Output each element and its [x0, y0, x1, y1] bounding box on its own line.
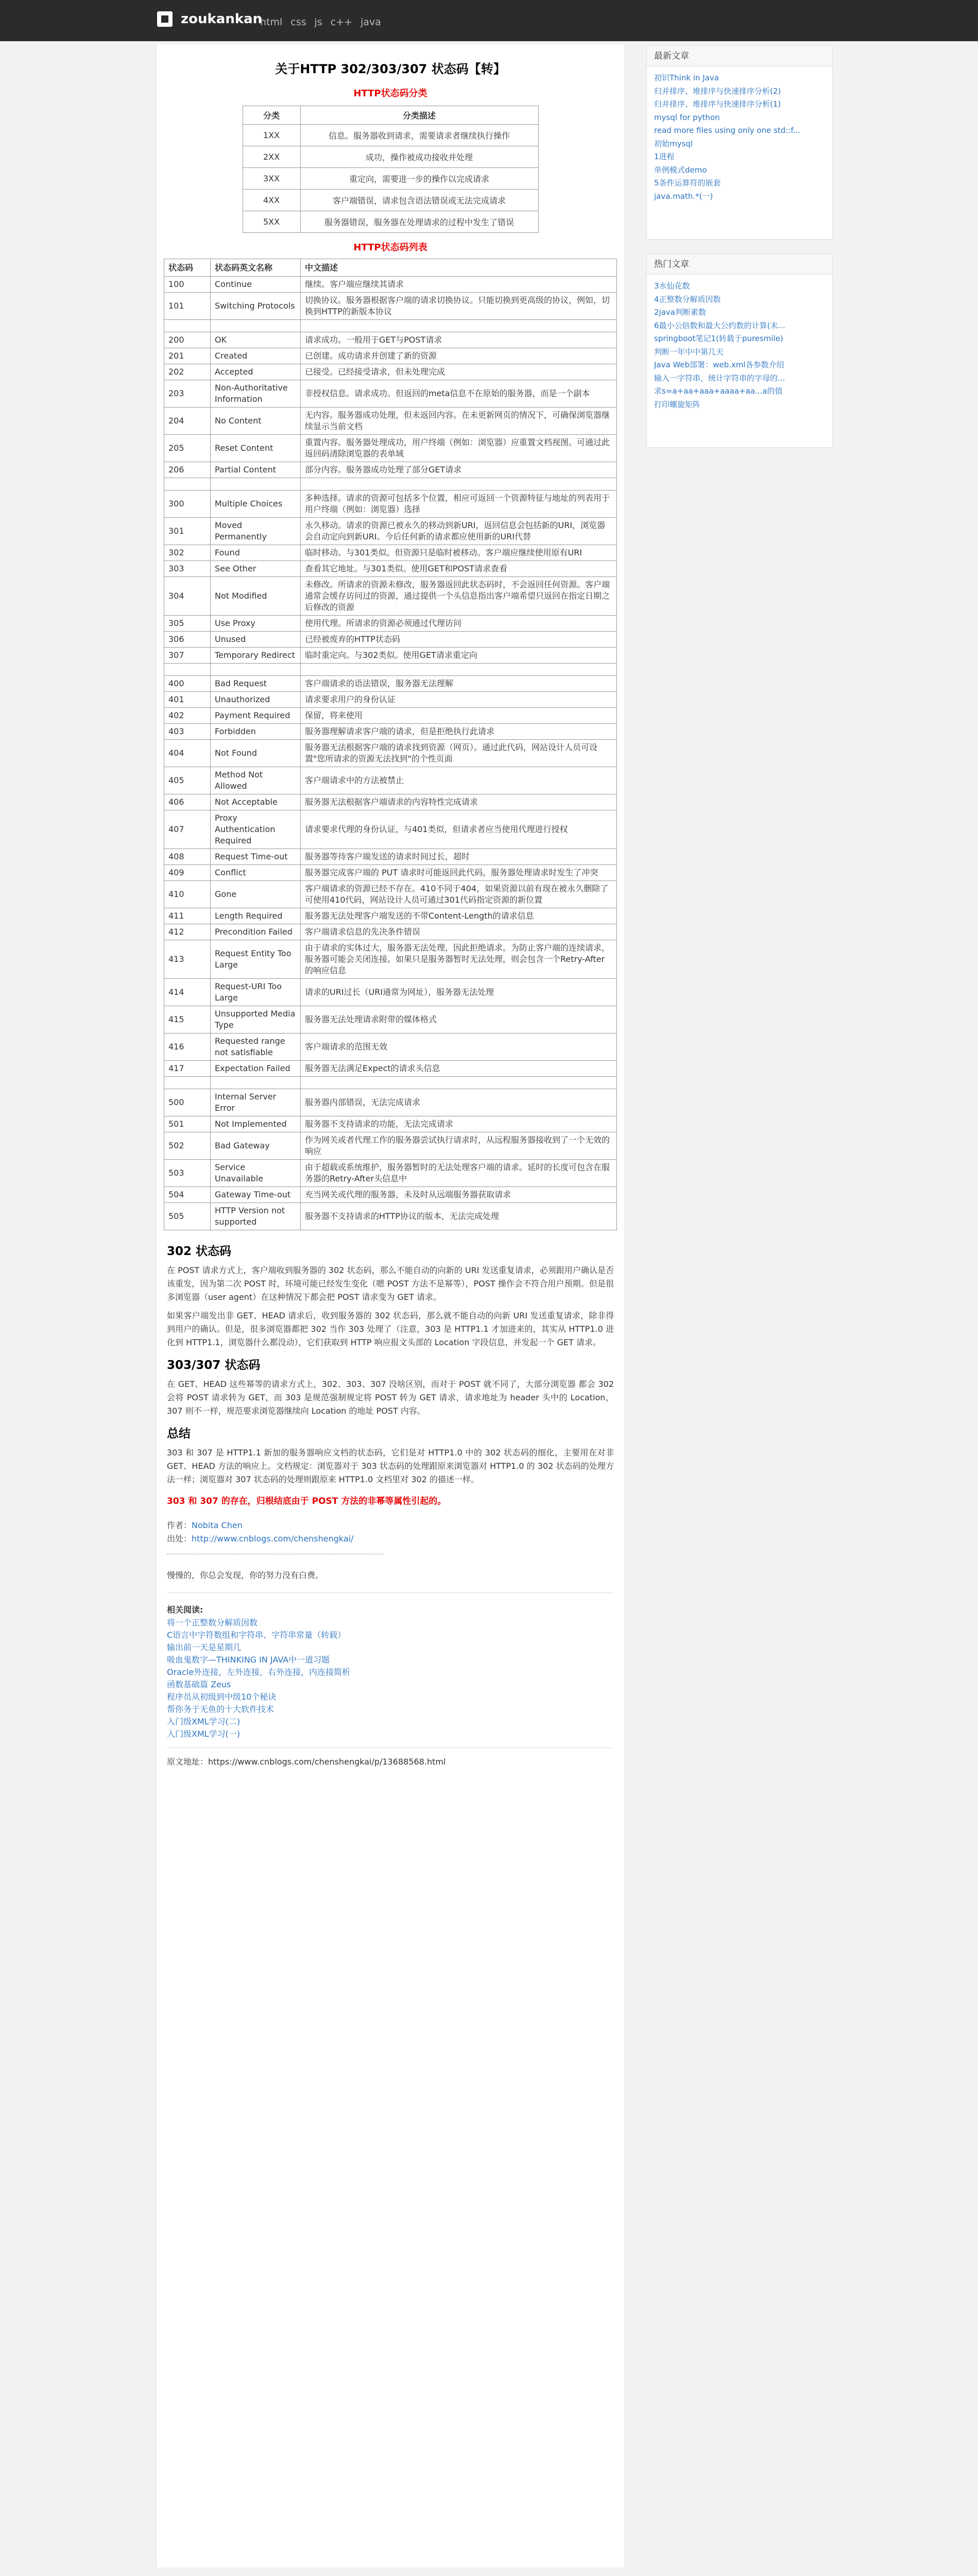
original-url-line: [167, 1755, 614, 1769]
status-description: 请求要求用户的身份认证: [301, 692, 617, 708]
related-list: [157, 1617, 624, 1740]
status-code-row: [164, 1061, 617, 1077]
status-code-row: [164, 462, 617, 478]
status-code: 306: [164, 632, 211, 648]
related-link[interactable]: C语言中字符数组和字符串、字符串常量（转载）: [167, 1630, 346, 1640]
status-description: 服务器不支持请求的HTTP协议的版本，无法完成处理: [301, 1203, 617, 1230]
class-description: 重定向，需要进一步的操作以完成请求: [300, 168, 538, 190]
related-title: 相关阅读:: [167, 1605, 203, 1615]
status-name: Reset Content: [211, 435, 301, 462]
status-description: 部分内容。服务器成功处理了部分GET请求: [301, 462, 617, 478]
status-description: 客户端请求的范围无效: [301, 1033, 617, 1061]
latest-article-link[interactable]: java.math.*(一): [654, 191, 713, 201]
latest-article-link[interactable]: 5条件运算符的嵌套: [654, 178, 721, 188]
status-description: 使用代理。所请求的资源必须通过代理访问: [301, 616, 617, 632]
related-link[interactable]: 帮你务于无鱼的十大软件技术: [167, 1704, 274, 1714]
codes-header-desc: 中文描述: [301, 259, 617, 277]
latest-article-link[interactable]: mysql for python: [654, 112, 720, 122]
status-description: 由于请求的实体过大，服务器无法处理，因此拒绝请求。为防止客户端的连续请求，服务器可能会关闭连接。如果只是服务器暂时无法处理，则会包含一个Retry-After的响应信息: [301, 940, 617, 979]
status-description: 多种选择。请求的资源可包括多个位置，相应可返回一个资源特征与地址的列表用于用户终端（例如：浏览器）选择: [301, 490, 617, 518]
status-description: 请求成功。一般用于GET与POST请求: [301, 332, 617, 348]
source-label: 出处：: [167, 1534, 192, 1544]
status-code-row: [164, 908, 617, 924]
status-code: 500: [164, 1089, 211, 1116]
status-name: Gateway Time-out: [211, 1187, 301, 1203]
status-code: 503: [164, 1160, 211, 1187]
status-code: 302: [164, 545, 211, 561]
status-code-row: [164, 1203, 617, 1230]
status-code: 417: [164, 1061, 211, 1077]
status-description: 客户端请求信息的先决条件错误: [301, 924, 617, 940]
status-code: 501: [164, 1116, 211, 1132]
status-code: 202: [164, 364, 211, 380]
status-code-row: [164, 924, 617, 940]
paragraph-303-307: 在 GET、HEAD 这些幂等的请求方式上，302、303、307 没啥区别，而对于 POST 就不同了，大部分浏览器 都会 302 会将 POST 请求转为 GET，而 303 是规范强制规定将 POST 转为 GET 请求，请求地址为 header 头中的 Location，307 则不一样，规范要求浏览器继续向 Location 的地址 POST 内容。: [167, 1379, 614, 1416]
status-code-row: [164, 881, 617, 908]
status-name: Partial Content: [211, 462, 301, 478]
latest-articles-box: [646, 45, 833, 240]
original-url-label: 原文地址：: [167, 1757, 209, 1767]
hot-article-link[interactable]: 求s=a+aa+aaa+aaaa+aa...a的值: [654, 386, 783, 396]
spacer-cell: [301, 320, 617, 332]
status-code: 405: [164, 767, 211, 794]
class-row: [243, 168, 538, 190]
status-description: 无内容。服务器成功处理，但未返回内容。在未更新网页的情况下，可确保浏览器继续显示当前文档: [301, 408, 617, 435]
status-description: 重置内容。服务器处理成功，用户终端（例如：浏览器）应重置文档视图。可通过此返回码清除浏览器的表单域: [301, 435, 617, 462]
hot-article-link[interactable]: 打印螺旋矩阵: [654, 399, 701, 409]
related-link[interactable]: 将一个正整数分解质因数: [167, 1618, 258, 1628]
status-code-table: [164, 259, 617, 1230]
paragraph-302-a: 在 POST 请求方式上，客户端收到服务器的 302 状态码，那么不能自动的向新的 URI 发送重复请求，必须跟用户确认是否该重发，因为第二次 POST 时，环境可能已经发生变化（嗯 POST 方法不是幂等），POST 操作会不符合用户预期。但是很多浏览器（user agent）在这种情况下都会把 POST 请求变为 GET 请求。: [167, 1265, 614, 1302]
nav-link-html[interactable]: html: [260, 16, 283, 28]
status-name: HTTP Version not supported: [211, 1203, 301, 1230]
class-section-title: HTTP状态码分类: [353, 88, 427, 99]
class-row: [243, 190, 538, 211]
status-code: 414: [164, 979, 211, 1006]
status-code-row: [164, 676, 617, 692]
status-code-row: [164, 1089, 617, 1116]
status-name: Forbidden: [211, 724, 301, 740]
status-name: Use Proxy: [211, 616, 301, 632]
original-url[interactable]: https://www.cnblogs.com/chenshengkai/p/13688568.html: [208, 1757, 446, 1767]
status-code-row: [164, 435, 617, 462]
heading-summary: 总结: [167, 1427, 191, 1440]
status-code: 203: [164, 380, 211, 408]
status-description: 临时移动。与301类似。但资源只是临时被移动。客户端应继续使用原有URI: [301, 545, 617, 561]
hot-articles-box: [646, 253, 833, 448]
class-description: 客户端错误，请求包含语法错误或无法完成请求: [300, 190, 538, 211]
status-name: Not Modified: [211, 577, 301, 616]
hot-article-link[interactable]: springboot笔记1(转载于puresmile): [654, 334, 783, 343]
status-code-row: [164, 708, 617, 724]
spacer-cell: [164, 320, 211, 332]
status-name: Length Required: [211, 908, 301, 924]
status-name: Bad Request: [211, 676, 301, 692]
status-code: 410: [164, 881, 211, 908]
nav-link-css[interactable]: css: [290, 16, 306, 28]
spacer-cell: [211, 664, 301, 676]
latest-article-link[interactable]: 单例模式demo: [654, 165, 707, 175]
status-name: Gone: [211, 881, 301, 908]
status-code: 200: [164, 332, 211, 348]
status-code-row: [164, 794, 617, 810]
status-code: 201: [164, 348, 211, 364]
status-description: 由于超载或系统维护，服务器暂时的无法处理客户端的请求。延时的长度可包含在服务器的Retry-After头信息中: [301, 1160, 617, 1187]
status-description: 客户端请求的资源已经不存在。410不同于404，如果资源以前有现在被永久删除了可使用410代码，网站设计人员可通过301代码指定资源的新位置: [301, 881, 617, 908]
status-name: Unsupported Media Type: [211, 1006, 301, 1033]
status-name: See Other: [211, 561, 301, 577]
status-code: 502: [164, 1132, 211, 1160]
status-code: 303: [164, 561, 211, 577]
status-name: Precondition Failed: [211, 924, 301, 940]
status-name: Created: [211, 348, 301, 364]
status-name: No Content: [211, 408, 301, 435]
paragraph-summary: 303 和 307 是 HTTP1.1 新加的服务器响应文档的状态码，它们是对 HTTP1.0 中的 302 状态码的细化，主要用在对非 GET、HEAD 方法的响应上。文档规定：浏览器对于 303 状态码的处理跟原来浏览器对 HTTP1.0 的 302 状态码的处理方法一样；浏览器对 307 状态码的处理则跟原来 HTTP1.0 文档里对 302 的描述一样。: [167, 1448, 614, 1484]
related-link[interactable]: 输出前一天是星期几: [167, 1642, 242, 1652]
status-code: 100: [164, 277, 211, 293]
hot-articles-list: [647, 275, 832, 416]
source-line: [167, 1532, 614, 1546]
class-category: 1XX: [243, 125, 300, 146]
status-description: 服务器等待客户端发送的请求时间过长，超时: [301, 849, 617, 865]
status-code-row: [164, 979, 617, 1006]
hot-article-link[interactable]: 判断一年中中第几天: [654, 347, 724, 357]
status-name: Not Found: [211, 740, 301, 767]
status-name: Unused: [211, 632, 301, 648]
status-code: 404: [164, 740, 211, 767]
class-category: 2XX: [243, 146, 300, 168]
status-code-row: [164, 490, 617, 518]
status-code-row: [164, 277, 617, 293]
status-code: 401: [164, 692, 211, 708]
status-code-row: [164, 561, 617, 577]
latest-article-link[interactable]: 初识Think in Java: [654, 73, 719, 82]
related-link[interactable]: 函数基础篇 Zeus: [167, 1680, 231, 1689]
hot-article-link[interactable]: 6最小公倍数和最大公约数的计算(末...: [654, 320, 785, 330]
status-name: Multiple Choices: [211, 490, 301, 518]
status-description: 服务器无法满足Expect的请求头信息: [301, 1061, 617, 1077]
status-code: 400: [164, 676, 211, 692]
status-code-row: [164, 724, 617, 740]
status-code-row: [164, 865, 617, 881]
class-description: 信息。服务器收到请求，需要请求者继续执行操作: [300, 125, 538, 146]
status-code-row: [164, 1006, 617, 1033]
status-code-row: [164, 1033, 617, 1061]
status-code-row: [164, 767, 617, 794]
hot-article-link[interactable]: Java Web部署：web.xml各参数介绍: [654, 360, 784, 369]
top-navbar: [0, 0, 978, 41]
status-code: 300: [164, 490, 211, 518]
status-code-row: [164, 348, 617, 364]
table-spacer-row: [164, 320, 617, 332]
hot-article-link[interactable]: 2java判断素数: [654, 308, 706, 317]
highlight-text: 303 和 307 的存在，归根结底由于 POST 方法的非幂等属性引起的。: [167, 1496, 447, 1506]
status-code-row: [164, 293, 617, 320]
spacer-cell: [164, 1077, 211, 1089]
status-name: Moved Permanently: [211, 518, 301, 545]
class-description: 服务器错误，服务器在处理请求的过程中发生了错误: [300, 211, 538, 233]
status-description: 服务器完成客户端的 PUT 请求时可能返回此代码，服务器处理请求时发生了冲突: [301, 865, 617, 881]
status-description: 切换协议。服务器根据客户端的请求切换协议。只能切换到更高级的协议，例如，切换到HTTP的新版本协议: [301, 293, 617, 320]
author-link[interactable]: Nobita Chen: [192, 1520, 243, 1530]
status-code-row: [164, 577, 617, 616]
class-header-desc: 分类描述: [300, 106, 538, 125]
status-description: 客户端请求中的方法被禁止: [301, 767, 617, 794]
status-code-row: [164, 1160, 617, 1187]
tagline: 慢慢的，你总会发现，你的努力没有白费。: [167, 1570, 324, 1580]
spacer-cell: [211, 1077, 301, 1089]
latest-article-link[interactable]: 1进程: [654, 152, 675, 161]
status-description: 已经被废弃的HTTP状态码: [301, 632, 617, 648]
status-description: 已创建。成功请求并创建了新的资源: [301, 348, 617, 364]
class-table: [243, 106, 539, 233]
source-link[interactable]: http://www.cnblogs.com/chenshengkai/: [192, 1534, 354, 1544]
status-code: 504: [164, 1187, 211, 1203]
spacer-cell: [211, 478, 301, 490]
status-code: 204: [164, 408, 211, 435]
status-code-row: [164, 1187, 617, 1203]
class-category: 3XX: [243, 168, 300, 190]
status-name: Not Acceptable: [211, 794, 301, 810]
spacer-cell: [301, 478, 617, 490]
status-name: Bad Gateway: [211, 1132, 301, 1160]
status-code: 416: [164, 1033, 211, 1061]
status-code-row: [164, 380, 617, 408]
status-name: Switching Protocols: [211, 293, 301, 320]
status-code-row: [164, 408, 617, 435]
status-code-row: [164, 364, 617, 380]
status-code: 205: [164, 435, 211, 462]
status-description: 客户端请求的语法错误，服务器无法理解: [301, 676, 617, 692]
status-name: Continue: [211, 277, 301, 293]
status-name: Payment Required: [211, 708, 301, 724]
status-code: 402: [164, 708, 211, 724]
latest-articles-list: [647, 66, 832, 208]
status-code-row: [164, 849, 617, 865]
codes-header-code: 状态码: [164, 259, 211, 277]
status-code: 407: [164, 810, 211, 849]
status-code-row: [164, 940, 617, 979]
latest-article-link[interactable]: 归并排序、堆排序与快速排序分析(2): [654, 86, 781, 96]
spacer-cell: [301, 664, 617, 676]
status-name: Request Time-out: [211, 849, 301, 865]
status-code: 403: [164, 724, 211, 740]
spacer-cell: [301, 1077, 617, 1089]
status-name: Conflict: [211, 865, 301, 881]
article-title: 关于HTTP 302/303/307 状态码【转】: [275, 62, 506, 76]
status-description: 请求的URI过长（URI通常为网址），服务器无法处理: [301, 979, 617, 1006]
author-line: [167, 1519, 614, 1532]
status-description: 永久移动。请求的资源已被永久的移动到新URI，返回信息会包括新的URI，浏览器会自动定向到新URI。今后任何新的请求都应使用新的URI代替: [301, 518, 617, 545]
status-code-row: [164, 632, 617, 648]
status-code: 411: [164, 908, 211, 924]
status-code: 408: [164, 849, 211, 865]
status-code: 101: [164, 293, 211, 320]
related-link[interactable]: 入门级XML学习(二): [167, 1717, 241, 1726]
status-description: 查看其它地址。与301类似。使用GET和POST请求查看: [301, 561, 617, 577]
nav-link-js[interactable]: js: [314, 16, 322, 28]
status-description: 服务器理解请求客户端的请求，但是拒绝执行此请求: [301, 724, 617, 740]
status-code: 406: [164, 794, 211, 810]
divider: [167, 1592, 614, 1593]
hot-article-link[interactable]: 输入一字符串，统计字符串的字母的...: [654, 373, 785, 383]
hot-articles-title: 热门文章: [647, 254, 832, 275]
related-link[interactable]: 程序员从初级到中级10个秘诀: [167, 1692, 277, 1702]
status-code-row: [164, 692, 617, 708]
status-name: Internal Server Error: [211, 1089, 301, 1116]
status-description: 非授权信息。请求成功。但返回的meta信息不在原始的服务器，而是一个副本: [301, 380, 617, 408]
table-spacer-row: [164, 478, 617, 490]
status-code: 413: [164, 940, 211, 979]
status-description: 继续。客户端应继续其请求: [301, 277, 617, 293]
status-name: Accepted: [211, 364, 301, 380]
status-code: 307: [164, 648, 211, 664]
status-code: 412: [164, 924, 211, 940]
article-panel: [156, 44, 625, 2568]
status-description: 请求要求代理的身份认证，与401类似，但请求者应当使用代理进行授权: [301, 810, 617, 849]
status-name: Non-Authoritative Information: [211, 380, 301, 408]
related-link[interactable]: 吸血鬼数字—THINKING IN JAVA中一道习题: [167, 1655, 330, 1665]
heading-302: 302 状态码: [167, 1245, 232, 1258]
status-code-row: [164, 518, 617, 545]
status-description: 服务器无法处理客户端发送的不带Content-Length的请求信息: [301, 908, 617, 924]
status-name: Unauthorized: [211, 692, 301, 708]
status-description: 服务器不支持请求的功能，无法完成请求: [301, 1116, 617, 1132]
nav-link-cpp[interactable]: c++: [330, 16, 353, 28]
paragraph-302-b: 如果客户端发出非 GET、HEAD 请求后，收到服务器的 302 状态码，那么就不能自动的向新 URI 发送重复请求，除非得到用户的确认。但是，很多浏览器都把 302 当作 303 处理了（注意，303 是 HTTP1.1 才加进来的，其实从 HTTP1.0 进化到 HTTP1.1，浏览器什么都没动），它们获取到 HTTP 响应报文头部的 Location 字段信息，并发起一个 GET 请求。: [167, 1311, 614, 1347]
class-description: 成功，操作被成功接收并处理: [300, 146, 538, 168]
status-description: 服务器无法根据客户端的请求找到资源（网页）。通过此代码，网站设计人员可设置"您所请求的资源无法找到"的个性页面: [301, 740, 617, 767]
site-logo[interactable]: [157, 11, 262, 27]
status-name: Request Entity Too Large: [211, 940, 301, 979]
status-name: Found: [211, 545, 301, 561]
status-code: 305: [164, 616, 211, 632]
logo-text: zoukankan: [181, 11, 263, 27]
status-code-row: [164, 332, 617, 348]
class-header-category: 分类: [243, 106, 300, 125]
status-description: 已接受。已经接受请求，但未处理完成: [301, 364, 617, 380]
status-code-row: [164, 1132, 617, 1160]
status-code: 206: [164, 462, 211, 478]
heading-303-307: 303/307 状态码: [167, 1359, 261, 1372]
status-description: 临时重定向。与302类似。使用GET请求重定向: [301, 648, 617, 664]
latest-articles-title: 最新文章: [647, 46, 832, 66]
status-code-row: [164, 740, 617, 767]
status-code: 415: [164, 1006, 211, 1033]
class-row: [243, 211, 538, 233]
list-section-title: HTTP状态码列表: [353, 242, 427, 253]
class-row: [243, 146, 538, 168]
codes-header-name: 状态码英文名称: [211, 259, 301, 277]
status-code-row: [164, 648, 617, 664]
related-link[interactable]: Oracle外连接，左外连接，右外连接，内连接简析: [167, 1667, 351, 1677]
status-code-row: [164, 545, 617, 561]
spacer-cell: [211, 320, 301, 332]
status-code: 409: [164, 865, 211, 881]
hot-article-link[interactable]: 4正整数分解质因数: [654, 294, 721, 304]
status-code: 304: [164, 577, 211, 616]
class-category: 4XX: [243, 190, 300, 211]
status-name: Method Not Allowed: [211, 767, 301, 794]
nav-link-java[interactable]: java: [361, 16, 381, 28]
status-name: Not Implemented: [211, 1116, 301, 1132]
author-label: 作者：: [167, 1520, 192, 1530]
status-description: 服务器内部错误，无法完成请求: [301, 1089, 617, 1116]
class-category: 5XX: [243, 211, 300, 233]
class-row: [243, 125, 538, 146]
related-link[interactable]: 入门级XML学习(一): [167, 1729, 241, 1739]
status-name: Requested range not satisfiable: [211, 1033, 301, 1061]
latest-article-link[interactable]: read more files using only one std::f...: [654, 126, 800, 135]
table-spacer-row: [164, 664, 617, 676]
latest-article-link[interactable]: 归并排序、堆排序与快速排序分析(1): [654, 99, 781, 109]
spacer-cell: [164, 478, 211, 490]
status-description: 保留，将来使用: [301, 708, 617, 724]
spacer-cell: [164, 664, 211, 676]
hot-article-link[interactable]: 3水仙花数: [654, 281, 690, 291]
status-name: OK: [211, 332, 301, 348]
status-description: 服务器无法处理请求附带的媒体格式: [301, 1006, 617, 1033]
status-name: Service Unavailable: [211, 1160, 301, 1187]
status-name: Temporary Redirect: [211, 648, 301, 664]
latest-article-link[interactable]: 初始mysql: [654, 139, 693, 148]
table-spacer-row: [164, 1077, 617, 1089]
status-name: Request-URI Too Large: [211, 979, 301, 1006]
status-code-row: [164, 616, 617, 632]
status-name: Proxy Authentication Required: [211, 810, 301, 849]
logo-icon: [157, 11, 173, 27]
status-description: 作为网关或者代理工作的服务器尝试执行请求时，从远程服务器接收到了一个无效的响应: [301, 1132, 617, 1160]
status-description: 服务器无法根据客户端请求的内容特性完成请求: [301, 794, 617, 810]
status-code-row: [164, 810, 617, 849]
nav-menu: [260, 16, 381, 28]
status-code: 301: [164, 518, 211, 545]
status-code: 505: [164, 1203, 211, 1230]
status-code-row: [164, 1116, 617, 1132]
status-name: Expectation Failed: [211, 1061, 301, 1077]
status-description: 充当网关或代理的服务器，未及时从远端服务器获取请求: [301, 1187, 617, 1203]
status-description: 未修改。所请求的资源未修改，服务器返回此状态码时，不会返回任何资源。客户端通常会缓存访问过的资源，通过提供一个头信息指出客户端希望只返回在指定日期之后修改的资源: [301, 577, 617, 616]
